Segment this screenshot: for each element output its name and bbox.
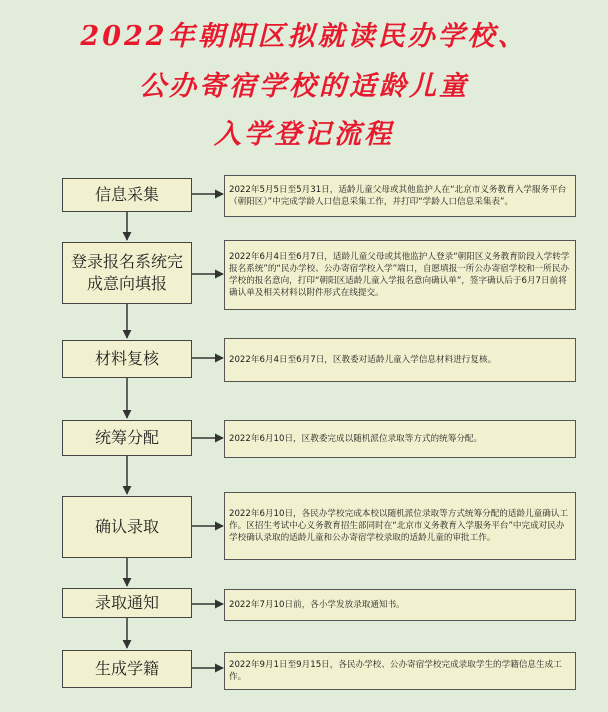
step-desc-admission-notice: 2022年7月10日前，各小学发放录取通知书。: [224, 589, 576, 621]
step-box-student-record: 生成学籍: [62, 650, 192, 688]
step-desc-info-collection: 2022年5月5日至5月31日，适龄儿童父母或其他监护人在“北京市义务教育入学服务平台（朝阳区）”中完成学龄人口信息采集工作，并打印“学龄人口信息采集表”。: [224, 175, 576, 217]
step-box-allocation: 统筹分配: [62, 420, 192, 456]
step-box-registration: 登录报名系统完成意向填报: [62, 242, 192, 304]
title-line-3: 入学登记流程: [214, 119, 394, 150]
step-desc-material-review: 2022年6月4日至6月7日，区教委对适龄儿童入学信息材料进行复核。: [224, 338, 576, 382]
title-line-2: 公办寄宿学校的适龄儿童: [139, 71, 469, 102]
step-desc-admission-confirm: 2022年6月10日，各民办学校完成本校以随机派位录取等方式统筹分配的适龄儿童确认工作。区招生考试中心义务教育招生部同时在“北京市义务教育入学服务平台”中完成对民办学校确认录取的适龄儿童和公办寄宿学校录取的适龄儿童的审批工作。: [224, 492, 576, 560]
step-box-admission-confirm: 确认录取: [62, 496, 192, 558]
step-box-material-review: 材料复核: [62, 340, 192, 378]
step-desc-registration: 2022年6月4日至6月7日，适龄儿童父母或其他监护人登录“朝阳区义务教育阶段入学转学报名系统”的“民办学校、公办寄宿学校入学”端口，自愿填报一所公办寄宿学校和一所民办学校的报名意向，打印“朝阳区适龄儿童入学报名意向确认单”，签字确认后于6月7日前将确认单及相关材料以附件形式在线提交。: [224, 240, 576, 310]
step-box-admission-notice: 录取通知: [62, 588, 192, 618]
title-line-1: 2022年朝阳区拟就读民办学校、: [80, 21, 528, 52]
step-box-info-collection: 信息采集: [62, 178, 192, 212]
step-desc-allocation: 2022年6月10日，区教委完成以随机派位录取等方式的统筹分配。: [224, 420, 576, 458]
step-desc-student-record: 2022年9月1日至9月15日，各民办学校、公办寄宿学校完成录取学生的学籍信息生成工作。: [224, 652, 576, 690]
